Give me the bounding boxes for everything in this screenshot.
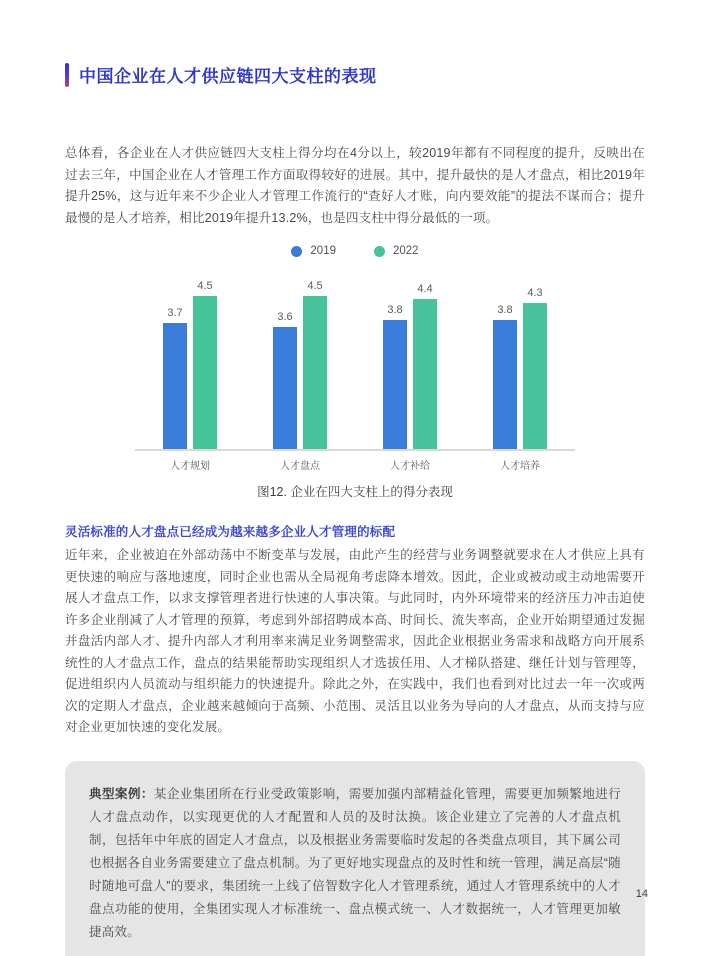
bar-group — [493, 287, 547, 449]
category-label: 人才补给 — [390, 461, 430, 472]
legend-label-2022: 2022 — [393, 245, 419, 257]
section-paragraph: 近年来，企业被迫在外部动荡中不断变革与发展，由此产生的经营与业务调整就要求在人才供应上具有更快速的响应与落地速度，同时企业也需从全局视角考虑降本增效。因此，企业或被动或主动地需要开展人才盘点工作，以求支撑管理者进行快速的人事决策。与此同时，内外环境带来的经济压力冲击迫使许多企业削减了人才管理的预算，考虑到外部招聘成本高、时间长、流失率高，企业开始期望通过发掘并盘活内部人才、提升内部人才利用率来满足业务调整需求，因此企业根据业务需求和战略方向开展系统性的人才盘点工作，盘点的结果能帮助实现组织人才选拔任用、人才梯队搭建、继任计划与管理等，促进组织内人员流动与组织能力的快速提升。除此之外，在实践中，我们也看到对比过去一年一次或两次的定期人才盘点，企业越来越倾向于高频、小范围、灵活且以业务为导向的人才盘点，从而支持与应对企业更加快速的变化发展。 — [65, 548, 645, 734]
bar-2022 — [303, 296, 327, 449]
bar-chart — [65, 243, 645, 500]
case-study-box — [65, 761, 645, 956]
bar-column — [383, 304, 407, 449]
category-label: 人才规划 — [170, 461, 210, 472]
legend-dot-2019 — [291, 246, 302, 257]
bar-column — [303, 280, 327, 449]
bar-value-label: 3.8 — [387, 303, 403, 316]
case-study-text — [89, 783, 621, 944]
bar-column — [493, 304, 517, 449]
category-label: 人才盘点 — [280, 461, 320, 472]
bar-column — [273, 311, 297, 449]
bar-group — [163, 280, 217, 449]
chart-caption: 图12. 企业在四大支柱上的得分表现 — [257, 485, 453, 499]
chart-legend — [65, 243, 645, 259]
bar-column — [193, 280, 217, 449]
bar-value-label: 3.6 — [277, 310, 293, 323]
title-block — [65, 62, 645, 87]
page-number: 14 — [635, 888, 648, 900]
chart-category-axis — [135, 457, 575, 472]
legend-item-2019 — [291, 245, 336, 257]
bar-2019 — [163, 323, 187, 449]
bar-2019 — [383, 320, 407, 449]
bar-column — [413, 283, 437, 449]
bar-2022 — [193, 296, 217, 449]
case-study-body: 某企业集团所在行业受政策影响，需要加强内部精益化管理，需要更加频繁地进行人才盘点动作，以实现更优的人才配置和人员的及时汰换。该企业建立了完善的人才盘点机制，包括年中年底的固定人才盘点，以及根据业务需要临时发起的各类盘点项目，其下属公司也根据各自业务需要建立了盘点机制。为了更好地实现盘点的及时性和统一管理，满足高层“随时随地可盘人”的要求，集团统一上线了倍智数字化人才管理系统，通过人才管理系统中的人才盘点功能的使用，全集团实现人才标准统一、盘点模式统一、人才数据统一，人才管理更加敏捷高效。 — [89, 786, 621, 939]
bar-value-label: 4.5 — [307, 280, 323, 292]
bar-column — [523, 287, 547, 449]
page-title: 中国企业在人才供应链四大支柱的表现 — [79, 67, 377, 86]
intro-paragraph: 总体看，各企业在人才供应链四大支柱上得分均在4分以上，较2019年都有不同程度的提升，反映出在过去三年，中国企业在人才管理工作方面取得较好的进展。其中，提升最快的是人才盘点，相比2019年提升25%，这与近年来不少企业人才管理工作流行的“查好人才账，向内要效能”的提法不谋而合；提升最慢的是人才培养，相比2019年提升13.2%，也是四支柱中得分最低的一项。 — [65, 146, 645, 225]
bar-group — [383, 283, 437, 449]
bar-group — [273, 280, 327, 449]
bar-value-label: 4.3 — [527, 286, 543, 299]
bar-2019 — [493, 320, 517, 449]
legend-label-2019: 2019 — [310, 245, 336, 257]
bar-column — [163, 307, 187, 449]
title-accent-bar — [65, 63, 69, 87]
section-heading: 灵活标准的人才盘点已经成为越来越多企业人才管理的标配 — [65, 525, 396, 539]
page-content — [65, 62, 645, 956]
legend-item-2022 — [374, 245, 419, 257]
chart-plot-area — [135, 273, 575, 451]
bar-value-label: 3.7 — [167, 307, 183, 320]
bar-2019 — [273, 327, 297, 449]
legend-dot-2022 — [374, 246, 385, 257]
bar-2022 — [523, 303, 547, 449]
bar-value-label: 4.5 — [197, 280, 213, 292]
bar-2022 — [413, 299, 437, 449]
bar-value-label: 3.8 — [497, 303, 513, 316]
bar-value-label: 4.4 — [417, 283, 433, 296]
case-study-label: 典型案例： — [89, 786, 154, 801]
category-label: 人才培养 — [500, 461, 540, 472]
